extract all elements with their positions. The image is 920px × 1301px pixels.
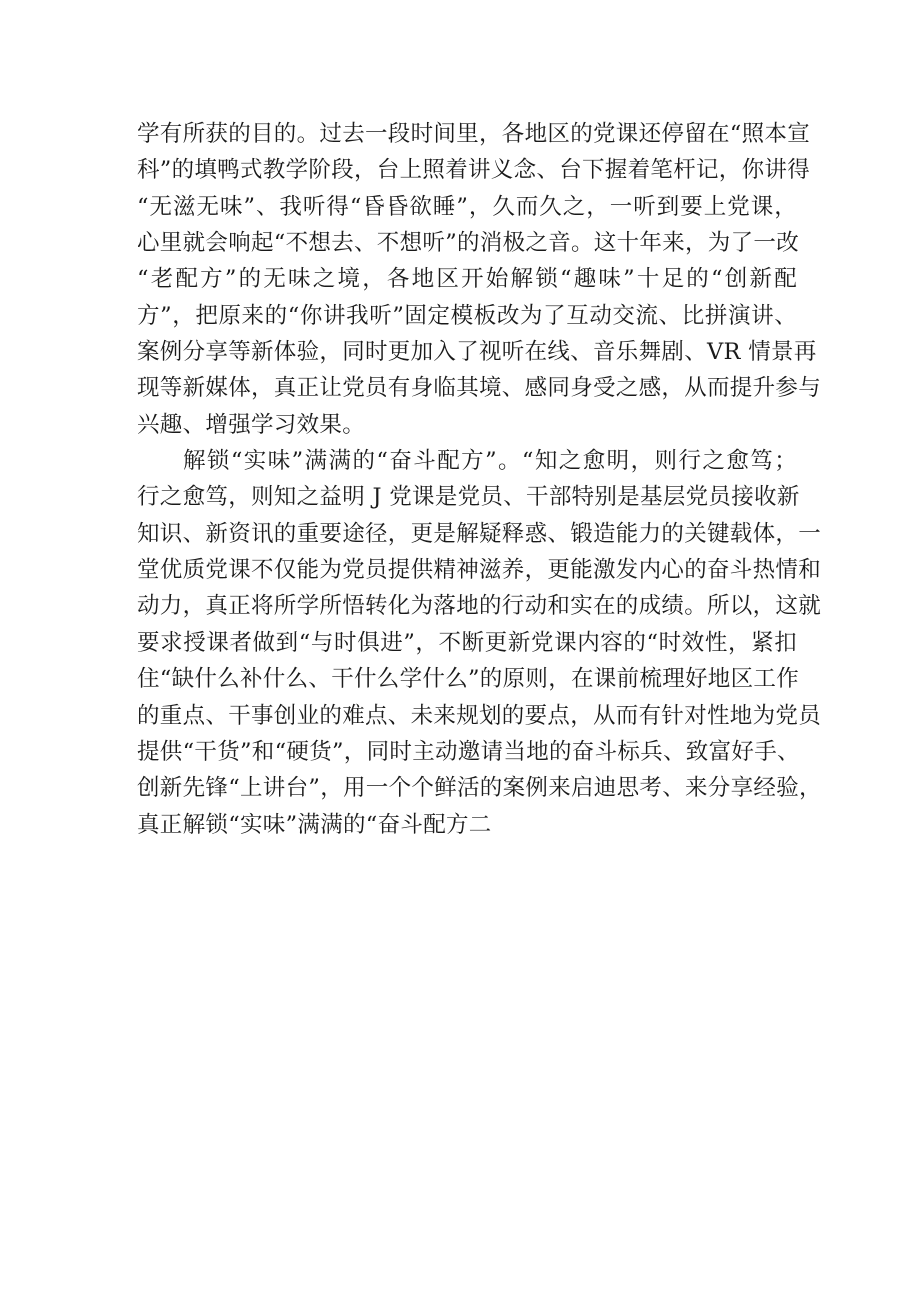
- text-line: 动力，真正将所学所悟转化为落地的行动和实在的成绩。所以，这就: [137, 593, 822, 620]
- text-line: 案例分享等新体验，同时更加入了视听在线、音乐舞剧、VR 情景再: [137, 339, 817, 366]
- paragraph-1: [137, 116, 822, 443]
- text-line: 堂优质党课不仅能为党员提供精神滋养，更能激发内心的奋斗热情和: [137, 557, 822, 584]
- text-line: 提供“干货”和“硬货”，同时主动邀请当地的奋斗标兵、致富好手、: [137, 738, 800, 765]
- text-line: 现等新媒体，真正让党员有身临其境、感同身受之感，从而提升参与: [137, 375, 822, 402]
- text-line: 兴趣、增强学习效果。: [137, 411, 366, 438]
- document-body: [137, 116, 822, 843]
- text-line: 创新先锋“上讲台”，用一个个鲜活的案例来启迪思考、来分享经验，: [137, 775, 822, 802]
- text-line: 方”，把原来的“你讲我听”固定模板改为了互动交流、比拼演讲、: [137, 302, 797, 329]
- text-line: 学有所获的目的。过去一段时间里，各地区的党课还停留在“照本宣: [137, 121, 811, 147]
- text-line: 住“缺什么补什么、干什么学什么”的原则，在课前梳理好地区工作: [137, 666, 800, 693]
- text-line: 行之愈笃，则知之益明 J 党课是党员、干部特别是基层党员接收新: [137, 484, 800, 511]
- text-line: 的重点、干事创业的难点、未来规划的要点，从而有针对性地为党员: [137, 702, 822, 729]
- text-line: 科”的填鸭式教学阶段，台上照着讲义念、台下握着笔杆记，你讲得: [137, 157, 811, 184]
- paragraph-2: [137, 443, 822, 843]
- text-line: 解锁“实味”满满的“奋斗配方”。“知之愈明，则行之愈笃；: [183, 448, 797, 475]
- text-line: 要求授课者做到“与时俱进”，不断更新党课内容的“时效性，紧扣: [137, 629, 797, 656]
- text-line: 知识、新资讯的重要途径，更是解疑释惑、锻造能力的关键载体，一: [137, 520, 822, 547]
- text-line: “无滋无味”、我听得“昏昏欲睡”，久而久之，一听到要上党课，: [137, 193, 797, 220]
- text-line: “老配方”的无味之境，各地区开始解锁“趣味”十足的“创新配: [137, 266, 797, 293]
- text-line: 真正解锁“实味”满满的“奋斗配方二: [137, 811, 492, 838]
- text-line: 心里就会响起“不想去、不想听”的消极之音。这十年来，为了一改: [137, 230, 800, 257]
